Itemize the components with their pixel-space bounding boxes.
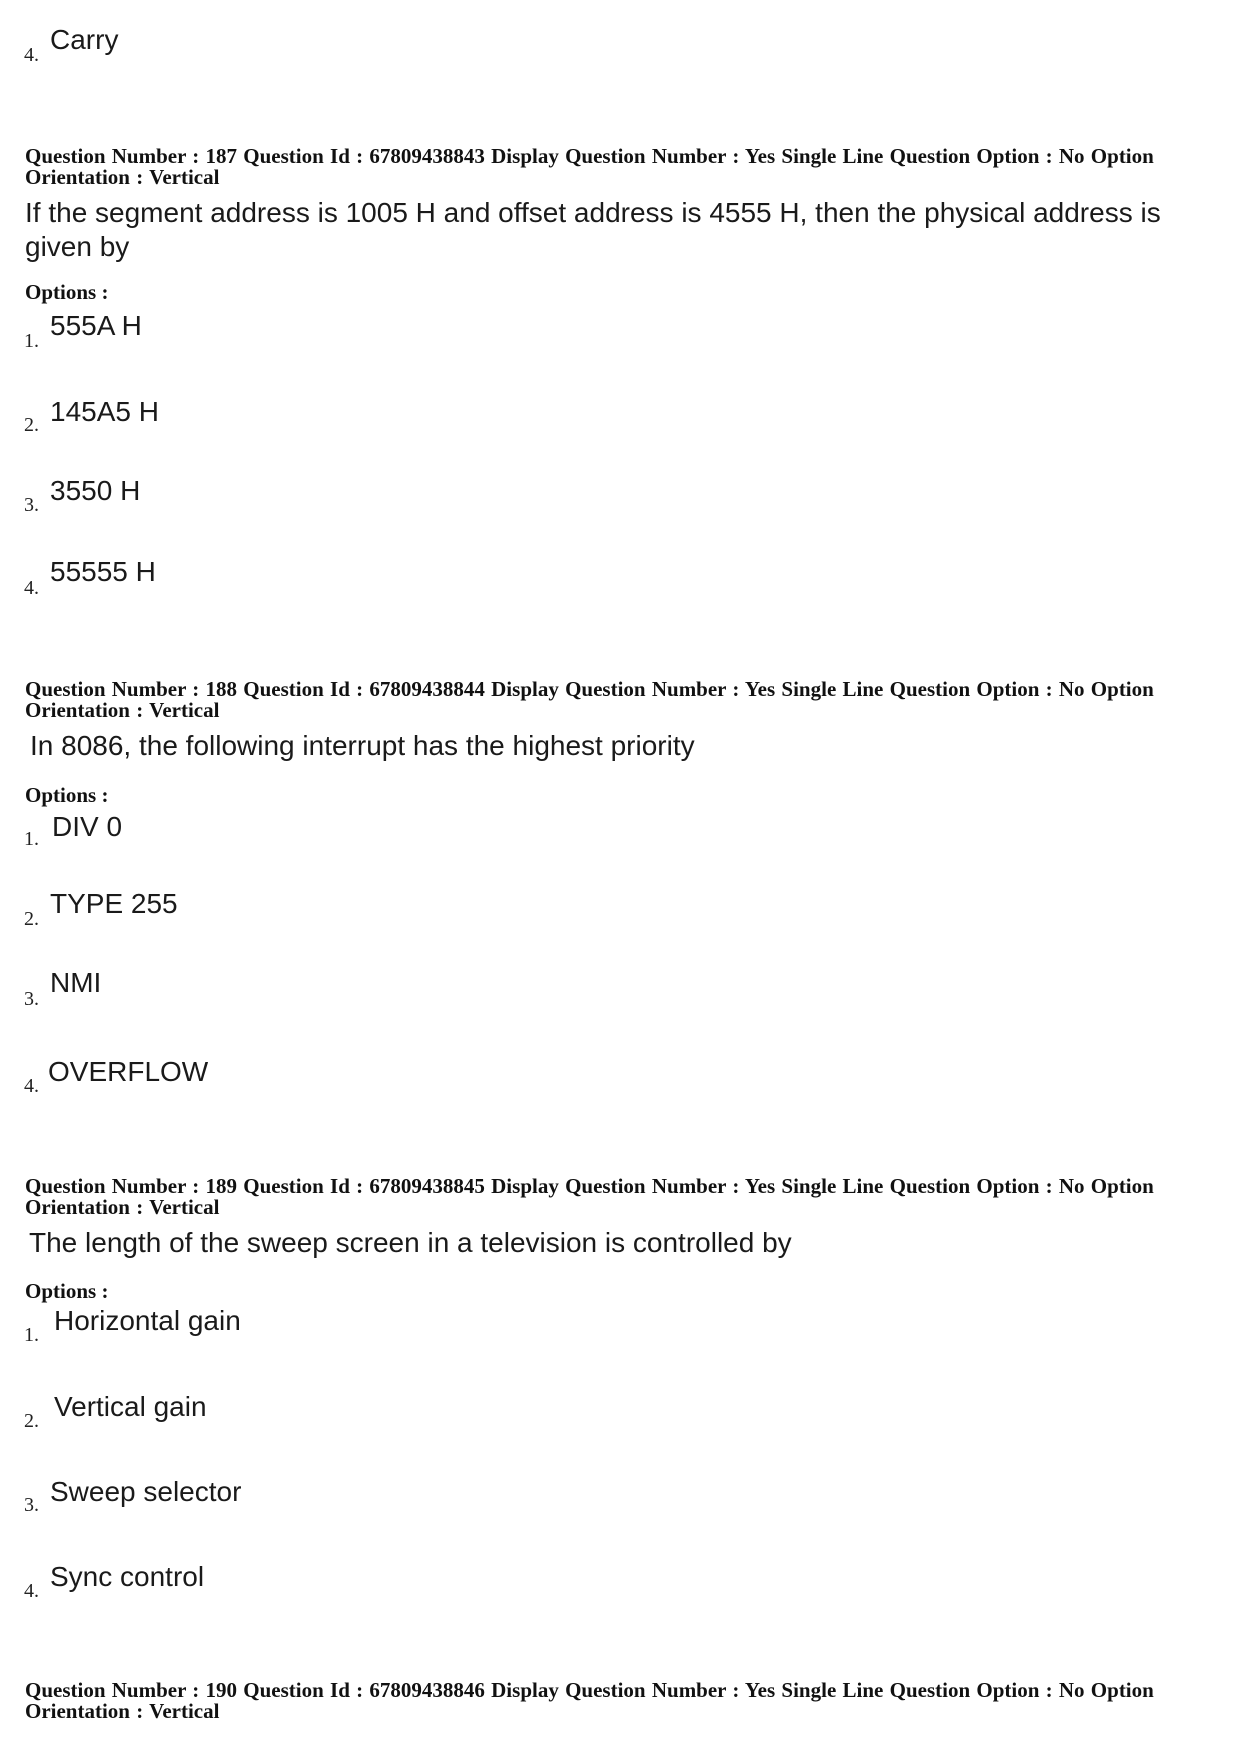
option-number: 2. (24, 908, 39, 930)
option-text[interactable]: 145A5 H (50, 396, 159, 427)
option-number: 3. (24, 494, 39, 516)
option-number: 2. (24, 1410, 39, 1432)
option-number: 4. (24, 577, 39, 599)
option-text[interactable]: Carry (50, 24, 119, 55)
options-label: Options : (25, 783, 109, 807)
option-text[interactable]: TYPE 255 (50, 888, 178, 919)
option-text[interactable]: 3550 H (50, 475, 141, 506)
question-text: The length of the sweep screen in a television is controlled by (29, 1227, 792, 1258)
option-text[interactable]: NMI (50, 967, 102, 998)
option-number: 3. (24, 1494, 39, 1516)
question-text: In 8086, the following interrupt has the highest priority (30, 730, 695, 761)
option-text[interactable]: Vertical gain (54, 1391, 207, 1422)
option-number: 1. (24, 1324, 39, 1346)
option-text[interactable]: 555A H (50, 310, 142, 341)
question-meta-line: Orientation : Vertical (25, 165, 220, 189)
question-meta-line: Question Number : 187 Question Id : 67809438843 Display Question Number : Yes Single Line Question Option : No Option (25, 144, 1154, 168)
option-text[interactable]: DIV 0 (52, 811, 123, 842)
question-meta-line: Question Number : 190 Question Id : 67809438846 Display Question Number : Yes Single Line Question Option : No Option (25, 1678, 1154, 1702)
option-text[interactable]: 55555 H (50, 556, 156, 587)
option-text[interactable]: OVERFLOW (48, 1056, 209, 1087)
question-meta-line: Orientation : Vertical (25, 698, 220, 722)
question-meta-line: Orientation : Vertical (25, 1699, 220, 1723)
option-number: 3. (24, 988, 39, 1010)
option-number: 1. (24, 330, 39, 352)
option-text[interactable]: Sweep selector (50, 1476, 242, 1507)
options-label: Options : (25, 280, 109, 304)
option-number: 4. (24, 1075, 39, 1097)
option-number: 4. (24, 44, 39, 66)
option-text[interactable]: Sync control (50, 1561, 205, 1592)
option-number: 1. (24, 828, 39, 850)
question-meta-line: Question Number : 188 Question Id : 67809438844 Display Question Number : Yes Single Line Question Option : No Option (25, 677, 1154, 701)
question-meta-line: Orientation : Vertical (25, 1195, 220, 1219)
option-number: 4. (24, 1580, 39, 1602)
option-number: 2. (24, 414, 39, 436)
option-text[interactable]: Horizontal gain (54, 1305, 241, 1336)
options-label: Options : (25, 1279, 109, 1303)
question-text: If the segment address is 1005 H and offset address is 4555 H, then the physical address is given by (25, 197, 1161, 262)
question-meta-line: Question Number : 189 Question Id : 67809438845 Display Question Number : Yes Single Line Question Option : No Option (25, 1174, 1154, 1198)
